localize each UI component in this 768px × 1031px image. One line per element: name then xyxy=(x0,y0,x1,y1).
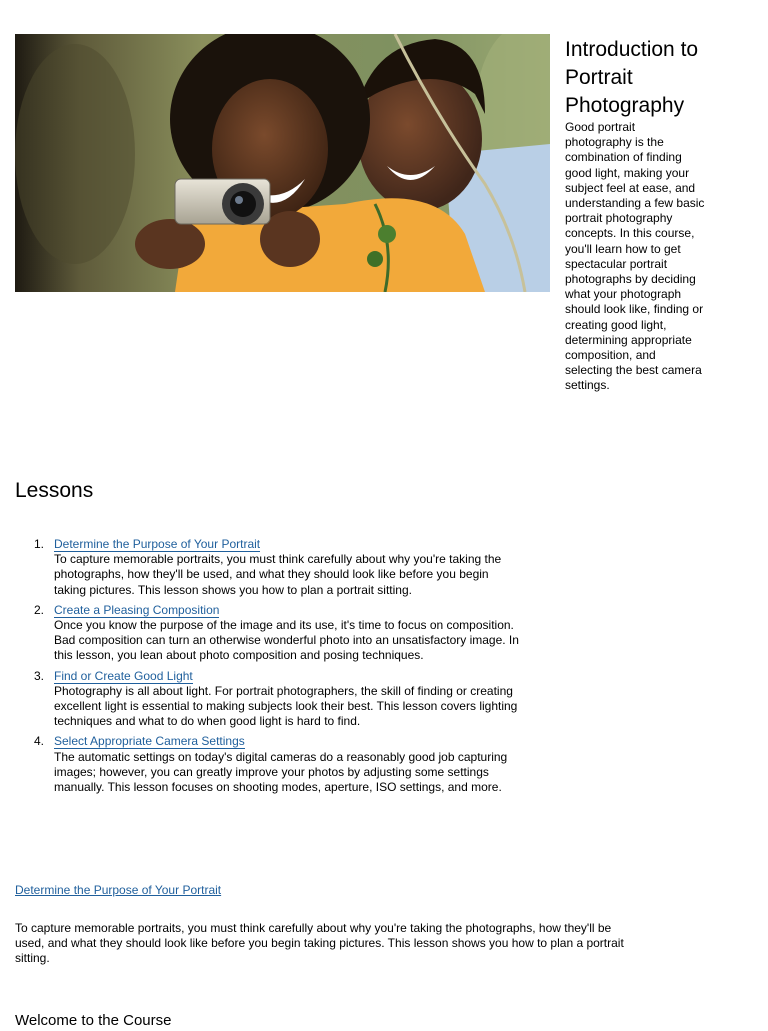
lesson-link-camera-settings[interactable]: Select Appropriate Camera Settings xyxy=(54,734,245,749)
hero-photo xyxy=(15,34,550,292)
lesson-item xyxy=(0,734,520,795)
lesson-description: To capture memorable portraits, you must think carefully about why you're taking the photographs, how they'll be used, and what they should look like before you begin taking pictures. This lesson shows you how to plan a portrait sitting. xyxy=(54,552,502,597)
section-text: To capture memorable portraits, you must think carefully about why you're taking the photographs, how they'll be used, and what they should look like before you begin taking pictures. This lesson shows you how to plan a portrait sitting. xyxy=(15,921,624,966)
lesson-number: 1. xyxy=(34,537,45,551)
lesson-item xyxy=(0,669,520,730)
lessons-heading: Lessons xyxy=(15,479,94,502)
lesson-item xyxy=(0,537,520,598)
lesson-description: Once you know the purpose of the image and its use, it's time to focus on composition. Bad composition can turn an otherwise wonderful photo into an unsatisfactory image. In this lesson, you lean about photo composition and posing techniques. xyxy=(54,618,519,663)
lesson-description: The automatic settings on today's digital cameras do a reasonably good job capturing images; however, you can greatly improve your photos by adjusting some settings manually. This lesson focuses on shooting modes, aperture, ISO settings, and more. xyxy=(54,749,508,795)
welcome-heading: Welcome to the Course xyxy=(15,1012,172,1029)
lesson-number: 2. xyxy=(34,602,45,617)
lesson-description: Photography is all about light. For portrait photographers, the skill of finding or creating excellent light is essential to making subjects look their best. This lesson covers lighting techniques and what to do when good light is hard to find. xyxy=(54,683,518,729)
lesson-link-composition[interactable]: Create a Pleasing Composition xyxy=(54,602,220,617)
section-link-purpose[interactable]: Determine the Purpose of Your Portrait xyxy=(15,883,222,897)
lesson-link-light[interactable]: Find or Create Good Light xyxy=(54,668,193,683)
lesson-list xyxy=(0,537,520,800)
lesson-number: 3. xyxy=(34,668,45,683)
intro-text: Good portrait photography is the combination of finding good light, making your subject feel at ease, and understanding a few basic portrait photography concepts. In this course, you'll learn how to get spectacular portrait photographs by deciding what your photograph should look like, finding or creating good light, determining appropriate composition, and selecting the best camera settings. xyxy=(565,120,705,393)
page-title: Introduction to Portrait Photography xyxy=(565,38,699,117)
intro-panel xyxy=(565,36,705,394)
lesson-item xyxy=(0,603,520,664)
lesson-link-purpose[interactable]: Determine the Purpose of Your Portrait xyxy=(54,537,261,551)
lesson-number: 4. xyxy=(34,734,45,749)
